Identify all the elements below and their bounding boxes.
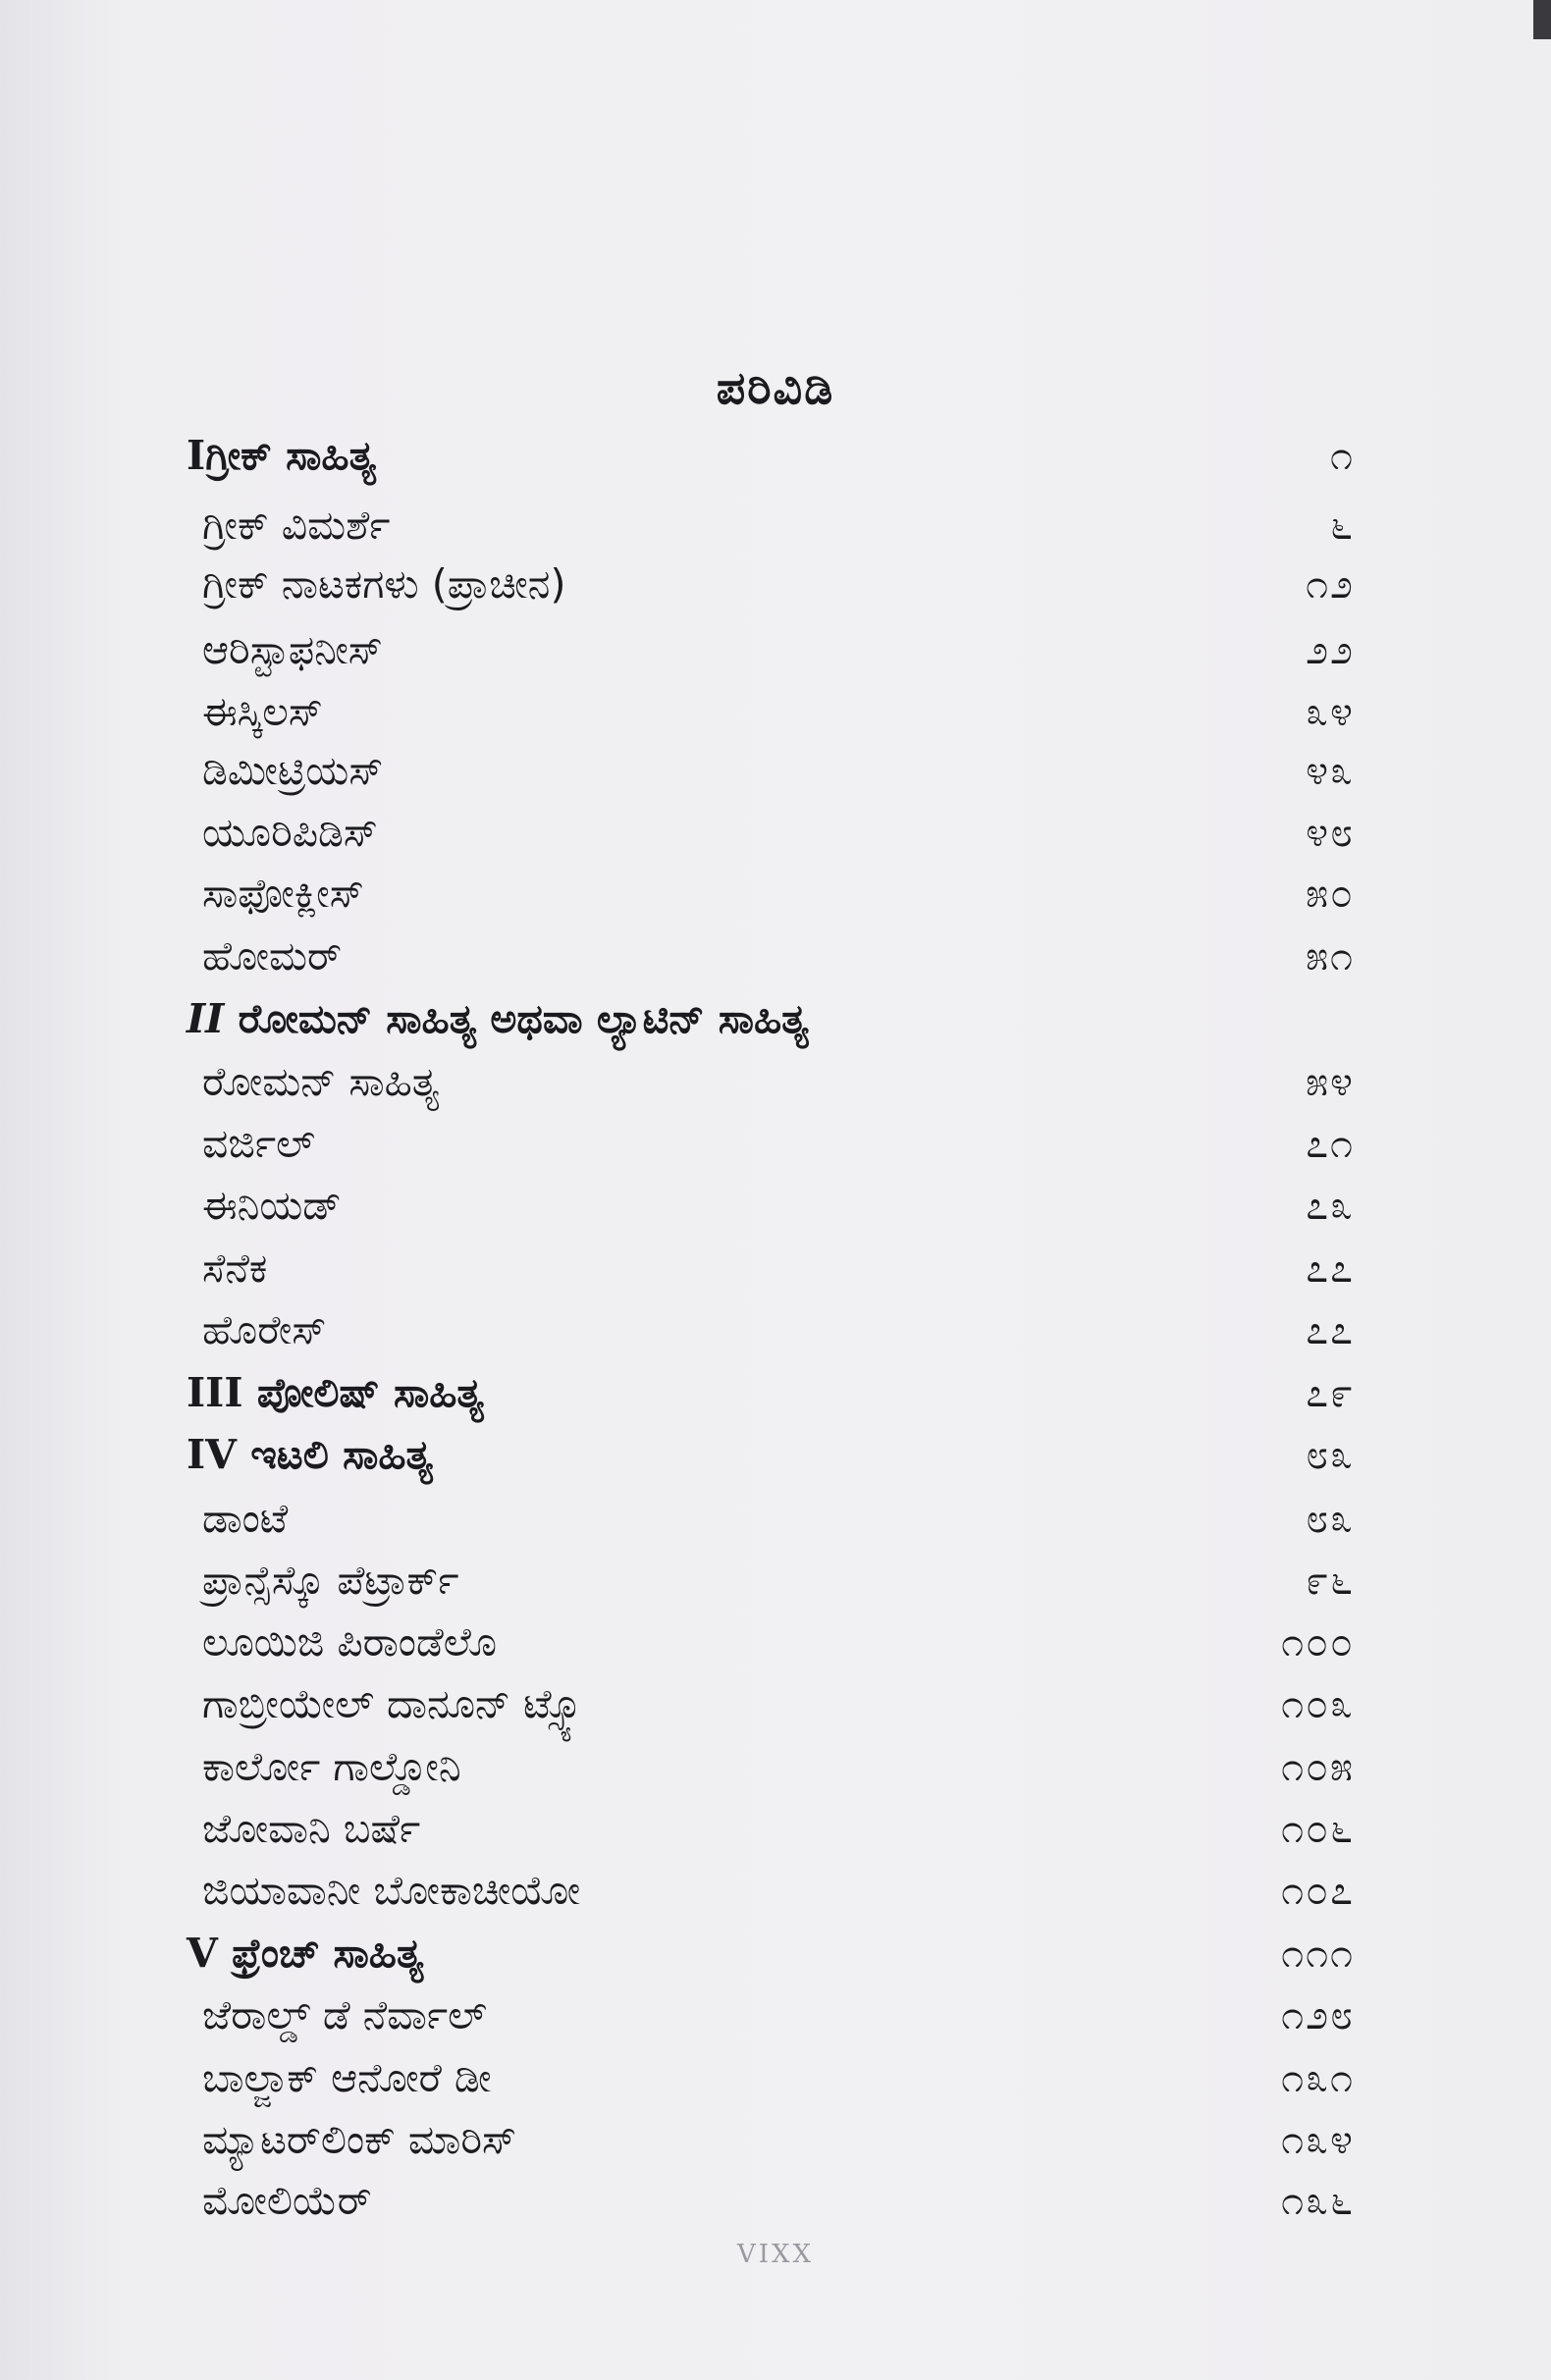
toc-entry-row (187, 1052, 1355, 1111)
toc-page-number: ೪೩ (1306, 747, 1355, 794)
section-title: ಇಟಲಿ ಸಾಹಿತ್ಯ (250, 1431, 433, 1478)
toc-entry-label (187, 989, 809, 1048)
section-numeral: II (187, 995, 225, 1042)
toc-section-row (187, 1363, 1355, 1422)
toc-title: ಪರಿವಿಡಿ (716, 361, 835, 414)
toc-entry-label: ಬಾಲ್ಜಾಕ್ ಆನೋರೆ ಡೀ (202, 2054, 492, 2101)
section-title: ರೋಮನ್ ಸಾಹಿತ್ಯ ಅಥವಾ ಲ್ಯಾಟಿನ್ ಸಾಹಿತ್ಯ (238, 995, 809, 1042)
toc-entry-row (187, 1489, 1355, 1548)
toc-page-number: ೧೦೭ (1281, 1867, 1355, 1914)
toc-entry-label: ರೋಮನ್ ಸಾಹಿತ್ಯ (202, 1058, 440, 1105)
toc-entry-label: ಪ್ರಾನ್ಸೆಸ್ಕೊ ಪೆಟ್ರಾರ್ಕ್ (202, 1557, 459, 1604)
toc-entry-label: ಆರಿಸ್ಟಾಫನೀಸ್ (202, 626, 383, 673)
section-title: ಫ್ರೆಂಚ್ ಸಾಹಿತ್ಯ (232, 1930, 424, 1977)
toc-entry-row (187, 1674, 1355, 1733)
toc-entry-row (187, 1114, 1355, 1173)
toc-page-number: ೮೩ (1306, 1495, 1355, 1542)
toc-entry-label: ಈಸ್ಕಿಲಸ್ (202, 688, 323, 735)
toc-section-row (187, 426, 1355, 485)
toc-page-number: ೭೯ (1306, 1369, 1355, 1416)
toc-page-number: ೭೭ (1306, 1244, 1355, 1292)
toc-entry-row (187, 1239, 1355, 1297)
toc-entry-row (187, 2171, 1355, 2230)
toc-page-number: ೧೩೪ (1281, 2116, 1355, 2163)
toc-entry-label (187, 1363, 484, 1422)
page-edge-shadow (1533, 0, 1551, 39)
section-numeral: IV (187, 1431, 237, 1478)
toc-page-number: ೯೬ (1306, 1557, 1355, 1604)
toc-entry-label: ಡಿಮೀಟ್ರಿಯಸ್ (202, 747, 384, 794)
section-numeral: III (187, 1369, 243, 1416)
toc-entry-row (187, 741, 1355, 800)
toc-entry-label: ಹೋಮರ್ (202, 932, 342, 979)
toc-page-number: ೧೨೮ (1281, 1991, 1355, 2038)
page-folio: VIXX (736, 2240, 815, 2269)
toc-page-number: ೧೩೬ (1281, 2177, 1355, 2224)
toc-entry-label: ಕಾರ್ಲೋ ಗಾಲ್ಡೋನಿ (202, 1743, 461, 1790)
toc-entry-row (187, 864, 1355, 923)
toc-page-number: ೧ (1330, 432, 1355, 479)
toc-entry-row (187, 1861, 1355, 1920)
toc-page-number: ೭೭ (1306, 1306, 1355, 1353)
toc-entry-row (187, 926, 1355, 985)
toc-entry-label: ಮೋಲಿಯೆರ್ (202, 2177, 372, 2224)
section-numeral: V (187, 1930, 218, 1977)
toc-page-number: ೧೨ (1306, 560, 1355, 608)
section-title: ಪೋಲಿಷ್ ಸಾಹಿತ್ಯ (256, 1369, 484, 1416)
toc-page-number: ೧೧೧ (1281, 1930, 1355, 1977)
toc-entry-row (187, 803, 1355, 862)
toc-page-number: ೪೮ (1306, 809, 1355, 856)
toc-entry-row (187, 1176, 1355, 1235)
toc-entry-label: ಈನಿಯಡ್ (202, 1182, 342, 1229)
toc-page-number: ೭೧ (1306, 1120, 1355, 1167)
toc-entry-label: ಗಾಬ್ರೀಯೇಲ್ ದಾನೂನ್ ಟ್ಸ್ಯೊ (202, 1680, 588, 1727)
toc-entry-label: ಡಾಂಟೆ (202, 1495, 289, 1542)
toc-entry-row (187, 1613, 1355, 1671)
toc-page-number: ೨೨ (1306, 626, 1355, 673)
toc-page-number: ೫೦ (1306, 870, 1355, 917)
toc-entry-label: ವರ್ಜಿಲ್ (202, 1120, 315, 1167)
toc-entry-label (187, 426, 376, 485)
toc-entry-row (187, 1799, 1355, 1858)
toc-page-number: ೬ (1330, 502, 1355, 549)
toc-entry-row (187, 1300, 1355, 1359)
toc-entry-row (187, 555, 1355, 613)
toc-page-number: ೭೩ (1306, 1182, 1355, 1229)
toc-section-row (187, 1924, 1355, 1983)
toc-entry-label: ಸೆನೆಕ (202, 1244, 268, 1292)
toc-page-number: ೮೩ (1306, 1431, 1355, 1478)
toc-entry-row (187, 682, 1355, 741)
toc-entry-label: ಗ್ರೀಕ್ ನಾಟಕಗಳು (ಪ್ರಾಚೀನ) (202, 560, 566, 608)
toc-entry-label: ಹೊರೇಸ್ (202, 1306, 327, 1353)
toc-entry-row (187, 620, 1355, 679)
toc-entry-row (187, 2048, 1355, 2107)
toc-entry-row (187, 2110, 1355, 2169)
toc-entry-label: ಯೂರಿಪಿಡಿಸ್ (202, 809, 378, 856)
toc-entry-label: ಜಿಯಾವಾನೀ ಬೋಕಾಚೀಯೋ (202, 1867, 581, 1914)
toc-entry-label: ಮ್ಯಾಟರ್‌ಲಿಂಕ್ ಮಾರಿಸ್ (202, 2116, 517, 2163)
toc-entry-label: ಲೂಯಿಜಿ ಪಿರಾಂಡೆಲೊ (202, 1618, 498, 1666)
toc-page-number: ೧೦೩ (1281, 1680, 1355, 1727)
section-numeral: I (187, 432, 206, 479)
toc-section-row (187, 1425, 1355, 1484)
toc-page-number: ೫೧ (1306, 932, 1355, 979)
toc-entry-label: ಸಾಫೋಕ್ಲೀಸ್ (202, 870, 364, 917)
toc-page-number: ೧೦೬ (1281, 1805, 1355, 1852)
toc-entry-label: ಜೆರಾಲ್ಡ್ ಡೆ ನೆರ್ವಾಲ್ (202, 1991, 487, 2038)
toc-page-number: ೫೪ (1306, 1058, 1355, 1105)
toc-entry-row (187, 496, 1355, 555)
toc-entry-label: ಜೋವಾನಿ ಬರ್ಷೆ (202, 1805, 421, 1852)
toc-page-number: ೧೩೧ (1281, 2054, 1355, 2101)
toc-entry-label (187, 1924, 423, 1983)
toc-entry-label (187, 1425, 433, 1484)
toc-page-number: ೧೦೫ (1281, 1743, 1355, 1790)
section-title: ಗ್ರೀಕ್ ಸಾಹಿತ್ಯ (205, 432, 376, 479)
toc-entry-label: ಗ್ರೀಕ್ ವಿಮರ್ಶೆ (202, 502, 391, 549)
toc-section-row (187, 989, 1355, 1048)
toc-page-number: ೧೦೦ (1281, 1618, 1355, 1666)
toc-entry-row (187, 1551, 1355, 1610)
toc-entry-row (187, 1985, 1355, 2044)
toc-page-number: ೩೪ (1306, 688, 1355, 735)
toc-entry-row (187, 1737, 1355, 1796)
